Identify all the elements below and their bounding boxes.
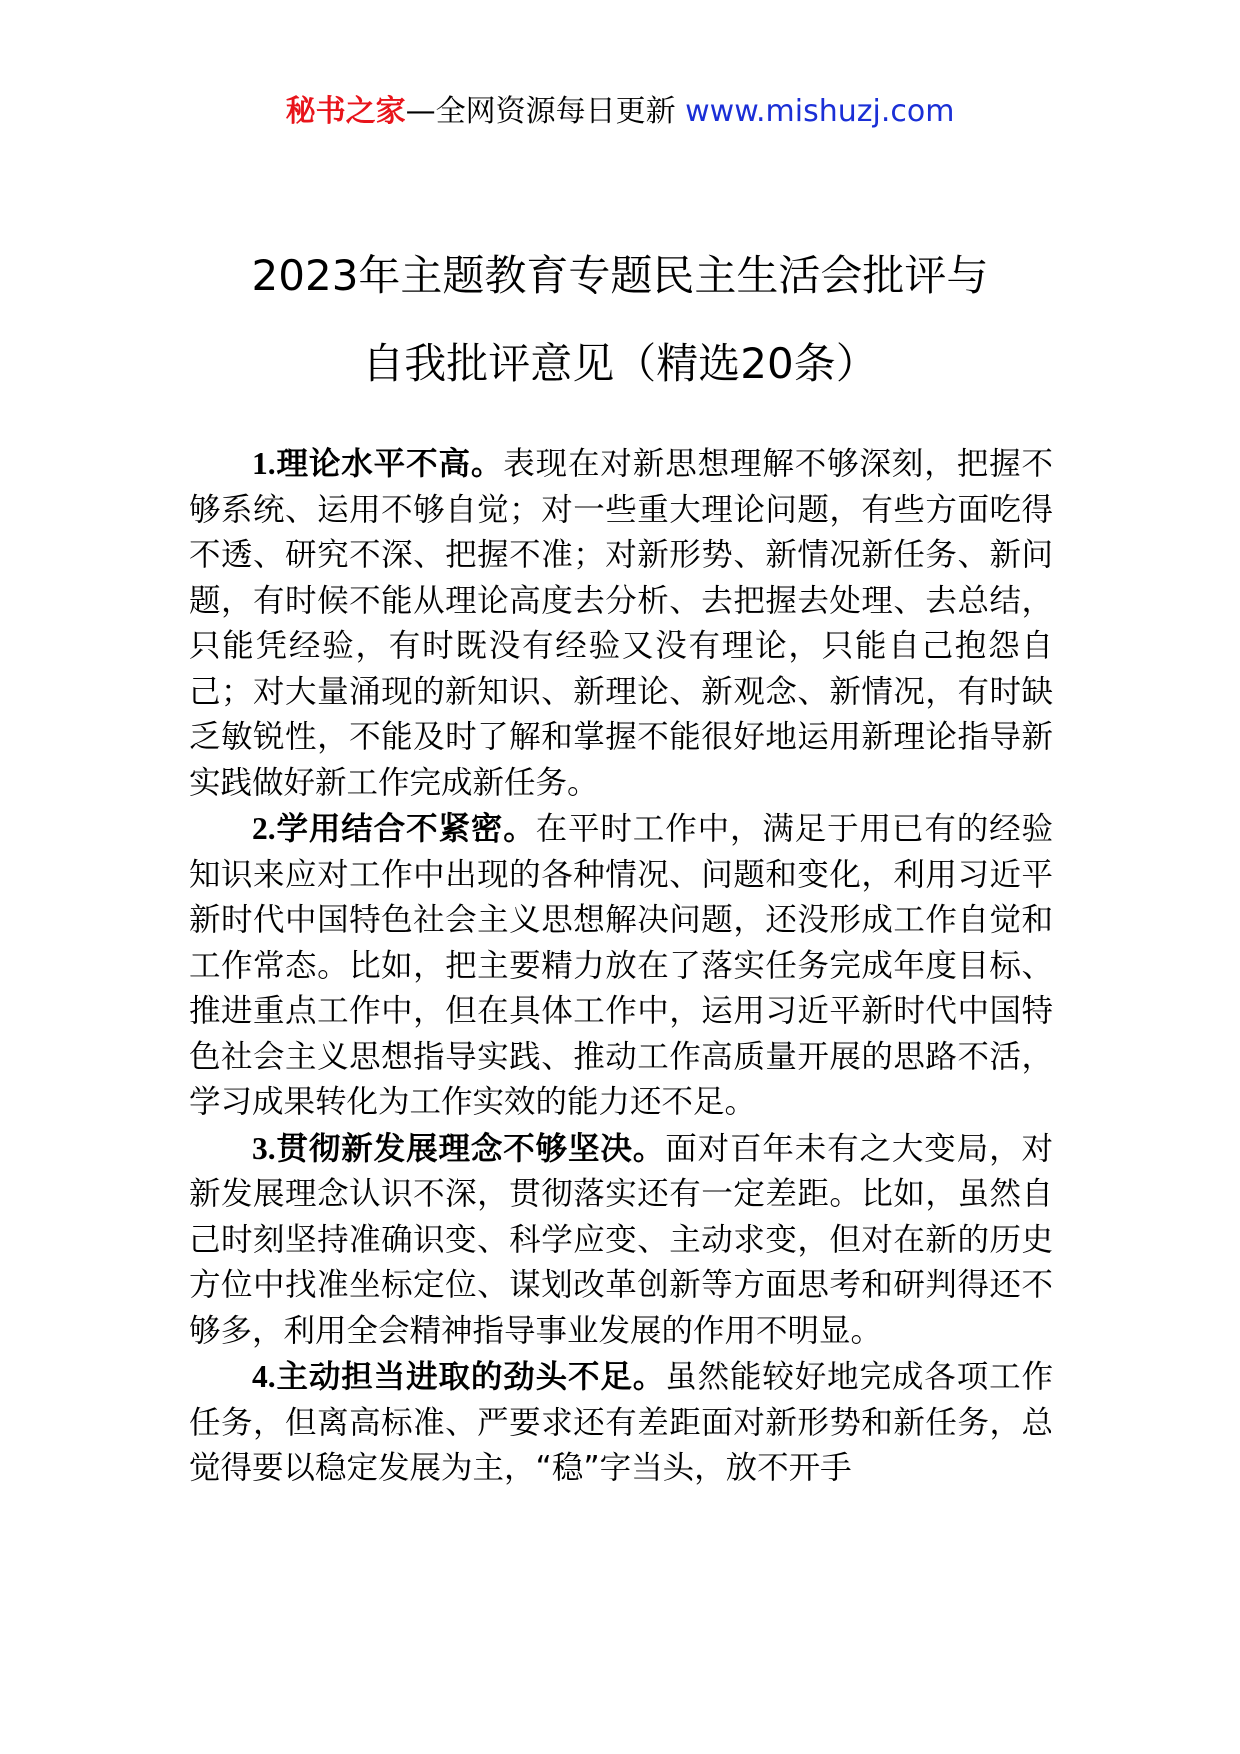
paragraph-3 xyxy=(189,1126,1053,1355)
site-url-link[interactable]: www.mishuzj.com xyxy=(685,94,955,129)
paragraph-1 xyxy=(189,441,1053,806)
item-number: 2. xyxy=(252,811,276,846)
site-header xyxy=(0,92,1240,132)
item-heading: 贯彻新发展理念不够坚决。 xyxy=(275,1130,666,1167)
paragraph-2 xyxy=(189,806,1053,1126)
item-text: 面对百年未有之大变局，对新发展理念认识不深，贯彻落实还有一定差距。比如，虽然自己时刻坚持准确识变、科学应变、主动求变，但对在新的历史方位中找准坐标定位、谋划改革创新等方面思考和研判得还不够多，利用全会精神指导事业发展的作用不明显。 xyxy=(189,1130,1053,1349)
item-heading: 学用结合不紧密。 xyxy=(275,811,536,847)
item-heading: 主动担当进取的劲头不足。 xyxy=(275,1359,666,1395)
document-body xyxy=(189,441,1053,1492)
brand-name: 秘书之家 xyxy=(285,94,406,129)
item-text: 虽然能较好地完成各项工作任务，但离高标准、严要求还有差距面对新形势和新任务，总觉得要以稳定发展为主，“稳”字当头，放不开手 xyxy=(189,1359,1053,1486)
item-number: 1. xyxy=(252,446,276,481)
item-text: 在平时工作中，满足于用已有的经验知识来应对工作中出现的各种情况、问题和变化，利用习近平新时代中国特色社会主义思想解决问题，还没形成工作自觉和工作常态。比如，把主要精力放在了落实任务完成年度目标、推进重点工作中，但在具体工作中，运用习近平新时代中国特色社会主义思想指导实践、推动工作高质量开展的思路不活，学习成果转化为工作实效的能力还不足。 xyxy=(189,811,1053,1120)
item-number: 4. xyxy=(252,1359,276,1394)
paragraph-4 xyxy=(189,1354,1053,1492)
document-title xyxy=(0,232,1240,408)
item-text: 表现在对新思想理解不够深刻，把握不够系统、运用不够自觉；对一些重大理论问题，有些方面吃得不透、研究不深、把握不准；对新形势、新情况新任务、新问题，有时候不能从理论高度去分析、去把握去处理、去总结，只能凭经验，有时既没有经验又没有理论，只能自己抱怨自己；对大量涌现的新知识、新理论、新观念、新情况，有时缺乏敏锐性，不能及时了解和掌握不能很好地运用新理论指导新实践做好新工作完成新任务。 xyxy=(189,446,1053,801)
title-line-1: 2023年主题教育专题民主生活会批评与 xyxy=(251,251,989,300)
title-line-2: 自我批评意见（精选20条） xyxy=(362,339,878,388)
item-number: 3. xyxy=(252,1130,276,1166)
header-tagline: —全网资源每日更新 xyxy=(405,94,686,129)
item-heading: 理论水平不高。 xyxy=(275,446,504,482)
